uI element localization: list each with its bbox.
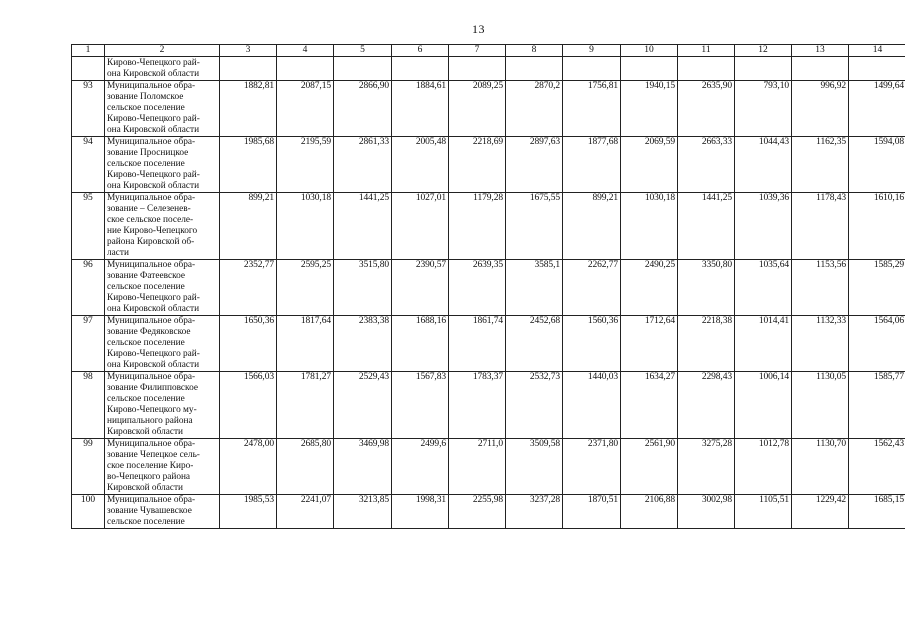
column-header-5: 5 xyxy=(334,45,392,57)
municipality-name-line: Муниципальное обра- xyxy=(107,372,196,382)
value-cell: 2390,57 xyxy=(392,260,449,316)
value-cell: 2490,25 xyxy=(621,260,678,316)
municipality-name-line: она Кировской области xyxy=(107,360,200,370)
value-cell: 2663,33 xyxy=(678,137,735,193)
value-cell: 1441,25 xyxy=(678,193,735,260)
municipality-name-line: Кировской области xyxy=(107,427,184,437)
value-cell: 3350,80 xyxy=(678,260,735,316)
value-cell: 1585,29 xyxy=(849,260,905,316)
table-row xyxy=(72,260,905,316)
municipality-name-line: Кирово-Чепецкого рай- xyxy=(107,293,200,303)
row-number: 93 xyxy=(72,81,105,137)
value-cell: 2069,59 xyxy=(621,137,678,193)
municipality-name-line: Кирово-Чепецкого му- xyxy=(107,405,197,415)
row-number: 96 xyxy=(72,260,105,316)
value-cell: 1229,42 xyxy=(792,495,849,529)
value-cell: 1030,18 xyxy=(277,193,334,260)
municipality-name-line: Муниципальное обра- xyxy=(107,316,196,326)
municipality-name-line: Муниципальное обра- xyxy=(107,193,196,203)
value-cell: 3237,28 xyxy=(506,495,563,529)
municipality-name-line: района Кировской об- xyxy=(107,237,195,247)
municipality-name-line: Муниципальное обра- xyxy=(107,137,196,147)
value-cell: 2635,90 xyxy=(678,81,735,137)
municipality-name xyxy=(105,439,220,495)
value-cell: 2218,69 xyxy=(449,137,506,193)
column-header-14: 14 xyxy=(849,45,905,57)
value-cell: 1035,64 xyxy=(735,260,792,316)
value-cell: 793,10 xyxy=(735,81,792,137)
value-cell: 1940,15 xyxy=(621,81,678,137)
column-header-4: 4 xyxy=(277,45,334,57)
row-number: 97 xyxy=(72,316,105,372)
header-row xyxy=(72,45,905,57)
value-cell-empty xyxy=(220,57,277,81)
value-cell: 1441,25 xyxy=(334,193,392,260)
municipality-name xyxy=(105,137,220,193)
table-row-continuation xyxy=(72,57,905,81)
value-cell: 1006,14 xyxy=(735,372,792,439)
municipality-name-line: сельское поселение xyxy=(107,103,185,113)
municipality-name-line: Кировской области xyxy=(107,483,184,493)
value-cell: 2005,48 xyxy=(392,137,449,193)
table-row xyxy=(72,137,905,193)
municipality-name xyxy=(105,316,220,372)
value-cell: 1499,64 xyxy=(849,81,905,137)
value-cell: 1105,51 xyxy=(735,495,792,529)
table-row xyxy=(72,316,905,372)
value-cell: 2595,25 xyxy=(277,260,334,316)
value-cell: 2861,33 xyxy=(334,137,392,193)
municipality-name-line: Кирово-Чепецкого рай- xyxy=(107,114,200,124)
value-cell: 1178,43 xyxy=(792,193,849,260)
row-number: 98 xyxy=(72,372,105,439)
value-cell: 2499,6 xyxy=(392,439,449,495)
value-cell: 1870,51 xyxy=(563,495,621,529)
value-cell: 996,92 xyxy=(792,81,849,137)
value-cell: 1877,68 xyxy=(563,137,621,193)
value-cell: 2262,77 xyxy=(563,260,621,316)
value-cell: 2897,63 xyxy=(506,137,563,193)
value-cell: 1585,77 xyxy=(849,372,905,439)
value-cell: 1012,78 xyxy=(735,439,792,495)
value-cell: 2087,15 xyxy=(277,81,334,137)
municipality-name-line: зование – Селезенев- xyxy=(107,204,191,214)
municipality-name-line: зование Поломское xyxy=(107,92,184,102)
value-cell: 2870,2 xyxy=(506,81,563,137)
value-cell: 3585,1 xyxy=(506,260,563,316)
municipality-name-line: Кирово-Чепецкого рай- xyxy=(107,170,200,180)
value-cell: 1781,27 xyxy=(277,372,334,439)
value-cell: 2383,38 xyxy=(334,316,392,372)
value-cell: 1998,31 xyxy=(392,495,449,529)
value-cell: 1130,70 xyxy=(792,439,849,495)
row-number-cell xyxy=(72,57,105,81)
value-cell: 2639,35 xyxy=(449,260,506,316)
value-cell-empty xyxy=(621,57,678,81)
value-cell: 899,21 xyxy=(220,193,277,260)
municipality-name-line: зование Просницкое xyxy=(107,148,189,158)
value-cell: 1560,36 xyxy=(563,316,621,372)
value-cell: 2711,0 xyxy=(449,439,506,495)
table-row xyxy=(72,81,905,137)
value-cell: 3515,80 xyxy=(334,260,392,316)
column-header-10: 10 xyxy=(621,45,678,57)
value-cell-empty xyxy=(563,57,621,81)
municipality-name-line: сельское поселение xyxy=(107,338,185,348)
value-cell: 1566,03 xyxy=(220,372,277,439)
value-cell: 1130,05 xyxy=(792,372,849,439)
municipality-name-line: она Кировской области xyxy=(107,69,200,79)
value-cell: 2866,90 xyxy=(334,81,392,137)
value-cell: 1153,56 xyxy=(792,260,849,316)
municipality-name-line: она Кировской области xyxy=(107,125,200,135)
municipality-name-line: сельское поселение xyxy=(107,394,185,404)
table-row xyxy=(72,193,905,260)
municipality-name-line: она Кировской области xyxy=(107,181,200,191)
value-cell: 1030,18 xyxy=(621,193,678,260)
municipality-name-line: ское сельское поселе- xyxy=(107,215,194,225)
value-cell: 2195,59 xyxy=(277,137,334,193)
value-cell: 1634,27 xyxy=(621,372,678,439)
municipality-name-line: ние Кирово-Чепецкого xyxy=(107,226,198,236)
value-cell: 1044,43 xyxy=(735,137,792,193)
municipality-name-line: зование Фатеевское xyxy=(107,271,186,281)
municipality-name-line: ское поселение Киро- xyxy=(107,461,194,471)
value-cell: 1884,61 xyxy=(392,81,449,137)
row-number: 100 xyxy=(72,495,105,529)
municipality-name-line: сельское поселение xyxy=(107,517,185,527)
column-header-9: 9 xyxy=(563,45,621,57)
value-cell: 2371,80 xyxy=(563,439,621,495)
value-cell: 1027,01 xyxy=(392,193,449,260)
value-cell: 1650,36 xyxy=(220,316,277,372)
value-cell: 1783,37 xyxy=(449,372,506,439)
municipality-name-line: она Кировской области xyxy=(107,304,200,314)
value-cell: 1179,28 xyxy=(449,193,506,260)
value-cell: 1712,64 xyxy=(621,316,678,372)
value-cell: 1685,15 xyxy=(849,495,905,529)
municipality-name-line: во-Чепецкого района xyxy=(107,472,191,482)
value-cell: 3002,98 xyxy=(678,495,735,529)
table-body xyxy=(72,57,905,529)
value-cell: 1132,33 xyxy=(792,316,849,372)
column-header-6: 6 xyxy=(392,45,449,57)
value-cell: 2685,80 xyxy=(277,439,334,495)
municipality-name xyxy=(105,57,220,81)
value-cell-empty xyxy=(392,57,449,81)
municipality-name-line: ласти xyxy=(107,248,129,258)
table-row xyxy=(72,372,905,439)
column-header-11: 11 xyxy=(678,45,735,57)
value-cell-empty xyxy=(334,57,392,81)
municipality-name-line: сельское поселение xyxy=(107,159,185,169)
value-cell: 1594,08 xyxy=(849,137,905,193)
column-header-3: 3 xyxy=(220,45,277,57)
value-cell: 1562,43 xyxy=(849,439,905,495)
value-cell-empty xyxy=(449,57,506,81)
value-cell: 3213,85 xyxy=(334,495,392,529)
municipality-name xyxy=(105,260,220,316)
municipality-name xyxy=(105,81,220,137)
municipality-name-line: Кирово-Чепецкого рай- xyxy=(107,349,200,359)
value-cell: 3469,98 xyxy=(334,439,392,495)
municipality-name-line: зование Филипповское xyxy=(107,383,198,393)
value-cell: 1014,41 xyxy=(735,316,792,372)
municipality-name xyxy=(105,495,220,529)
value-cell: 3275,28 xyxy=(678,439,735,495)
municipality-name-line: Муниципальное обра- xyxy=(107,439,196,449)
value-cell-empty xyxy=(735,57,792,81)
municipality-name-line: зование Чепецкое сель- xyxy=(107,450,200,460)
value-cell: 3509,58 xyxy=(506,439,563,495)
value-cell: 1567,83 xyxy=(392,372,449,439)
value-cell: 1985,68 xyxy=(220,137,277,193)
column-header-8: 8 xyxy=(506,45,563,57)
municipality-name-line: Муниципальное обра- xyxy=(107,495,196,505)
value-cell: 1817,64 xyxy=(277,316,334,372)
value-cell: 1675,55 xyxy=(506,193,563,260)
value-cell: 899,21 xyxy=(563,193,621,260)
column-header-12: 12 xyxy=(735,45,792,57)
municipality-name-line: Муниципальное обра- xyxy=(107,260,196,270)
municipality-name-line: сельское поселение xyxy=(107,282,185,292)
value-cell: 2478,00 xyxy=(220,439,277,495)
value-cell-empty xyxy=(849,57,905,81)
value-cell: 1985,53 xyxy=(220,495,277,529)
row-number: 94 xyxy=(72,137,105,193)
value-cell-empty xyxy=(792,57,849,81)
value-cell: 2532,73 xyxy=(506,372,563,439)
municipality-name-line: Кирово-Чепецкого рай- xyxy=(107,58,200,68)
value-cell-empty xyxy=(506,57,563,81)
value-cell: 1756,81 xyxy=(563,81,621,137)
value-cell: 2218,38 xyxy=(678,316,735,372)
value-cell: 2352,77 xyxy=(220,260,277,316)
value-cell: 1610,16 xyxy=(849,193,905,260)
value-cell: 2529,43 xyxy=(334,372,392,439)
table-row xyxy=(72,439,905,495)
municipality-name-line: Муниципальное обра- xyxy=(107,81,196,91)
value-cell: 1440,03 xyxy=(563,372,621,439)
value-cell: 2106,88 xyxy=(621,495,678,529)
column-header-7: 7 xyxy=(449,45,506,57)
data-table xyxy=(71,44,905,529)
value-cell: 2298,43 xyxy=(678,372,735,439)
row-number: 99 xyxy=(72,439,105,495)
municipality-name-line: зование Федяковское xyxy=(107,327,191,337)
row-number: 95 xyxy=(72,193,105,260)
value-cell: 1882,81 xyxy=(220,81,277,137)
value-cell: 2452,68 xyxy=(506,316,563,372)
municipality-name xyxy=(105,372,220,439)
value-cell: 2089,25 xyxy=(449,81,506,137)
value-cell: 2241,07 xyxy=(277,495,334,529)
value-cell: 1039,36 xyxy=(735,193,792,260)
value-cell: 1688,16 xyxy=(392,316,449,372)
table-row xyxy=(72,495,905,529)
value-cell: 1564,06 xyxy=(849,316,905,372)
value-cell: 2255,98 xyxy=(449,495,506,529)
value-cell: 1162,35 xyxy=(792,137,849,193)
value-cell-empty xyxy=(277,57,334,81)
column-header-13: 13 xyxy=(792,45,849,57)
value-cell: 1861,74 xyxy=(449,316,506,372)
column-header-1: 1 xyxy=(72,45,105,57)
municipality-name xyxy=(105,193,220,260)
municipality-name-line: зование Чувашевское xyxy=(107,506,192,516)
municipality-name-line: ниципального района xyxy=(107,416,193,426)
page-number: 13 xyxy=(472,22,485,36)
value-cell: 2561,90 xyxy=(621,439,678,495)
column-header-2: 2 xyxy=(105,45,220,57)
value-cell-empty xyxy=(678,57,735,81)
